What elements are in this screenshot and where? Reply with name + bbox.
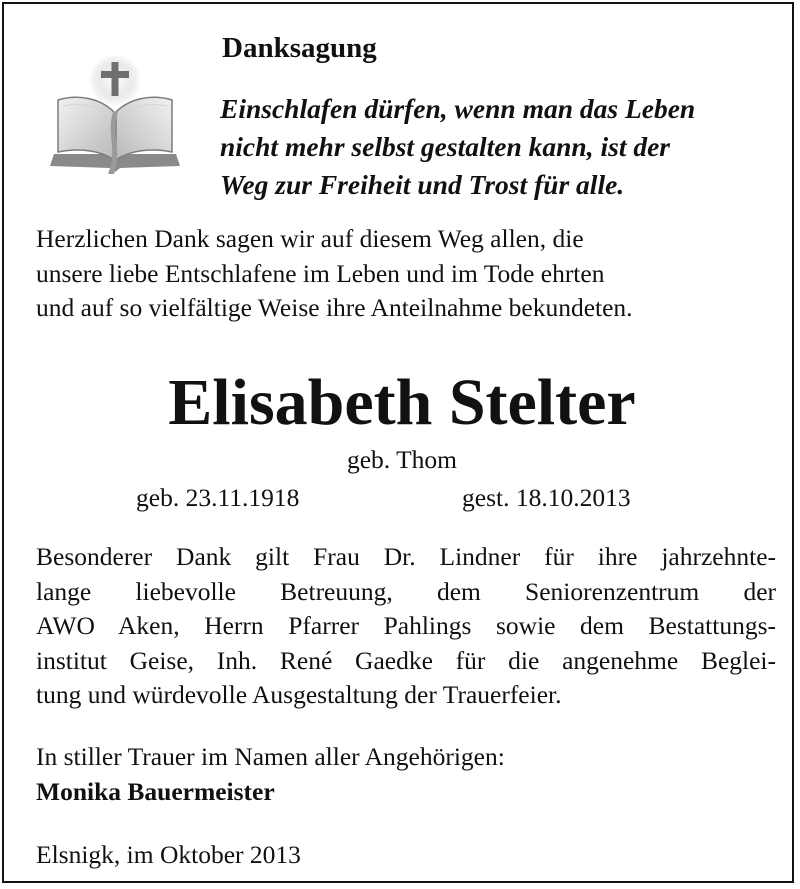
thanks-line: lange liebevolle Betreuung, dem Seniorenzentrum der <box>36 576 776 606</box>
death-date: gest. 18.10.2013 <box>462 483 631 512</box>
intro-paragraph <box>36 222 776 326</box>
thanks-line: AWO Aken, Herrn Pfarrer Pahlings sowie dem Bestattungs- <box>36 611 776 640</box>
motto-line: Weg zur Freiheit und Trost für alle. <box>220 169 625 200</box>
notice-heading: Danksagung <box>222 32 377 64</box>
deceased-name: Elisabeth Stelter <box>168 366 636 439</box>
thanks-line: Besonderer Dank gilt Frau Dr. Lindner für ihre jahrzehnte- <box>36 542 776 571</box>
intro-line: Herzlichen Dank sagen wir auf diesem Weg allen, die <box>36 224 584 253</box>
intro-line: unsere liebe Entschlafene im Leben und im Tode ehrten <box>36 258 605 288</box>
maiden-name: geb. Thom <box>346 445 458 474</box>
motto-quote <box>220 90 780 204</box>
signer-name: Monika Bauermeister <box>36 776 275 806</box>
thanks-line: tung und würdevolle Ausgestaltung der Trauerfeier. <box>36 680 562 709</box>
motto-line: Einschlafen dürfen, wenn man das Leben <box>220 93 696 124</box>
open-bible-with-cross-icon <box>44 56 186 180</box>
intro-line: und auf so vielfältige Weise ihre Anteilnahme bekundeten. <box>36 293 633 322</box>
obituary-notice <box>2 2 794 883</box>
place-date: Elsnigk, im Oktober 2013 <box>36 840 301 869</box>
signoff-block <box>36 740 776 809</box>
signoff-text: In stiller Trauer im Namen aller Angehörigen: <box>36 742 505 771</box>
thanks-paragraph <box>36 540 776 713</box>
thanks-line: institut Geise, Inh. René Gaedke für die angenehme Beglei- <box>36 645 776 675</box>
birth-date: geb. 23.11.1918 <box>136 483 300 512</box>
motto-line: nicht mehr selbst gestalten kann, ist der <box>220 131 670 162</box>
